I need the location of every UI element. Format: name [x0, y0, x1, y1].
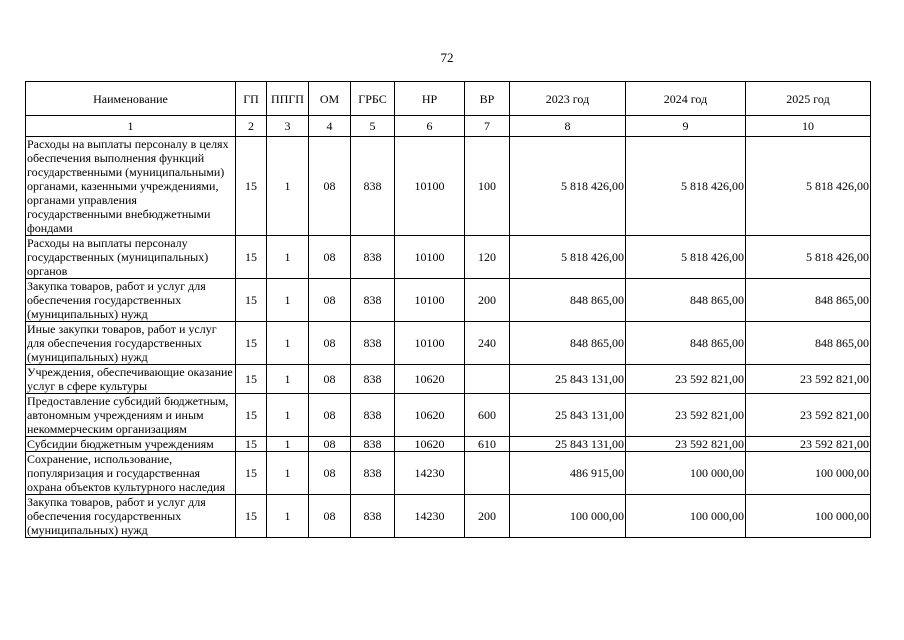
row-nr: 10100: [395, 279, 465, 322]
col-number: 8: [510, 116, 626, 137]
row-amount-2024: 5 818 426,00: [626, 236, 746, 279]
col-number: 2: [236, 116, 267, 137]
row-nr: 10100: [395, 236, 465, 279]
table-row: [26, 437, 871, 452]
col-header-ppgp: ППГП: [267, 82, 309, 116]
row-ppgp: 1: [267, 495, 309, 538]
row-gp: 15: [236, 279, 267, 322]
row-nr: 14230: [395, 452, 465, 495]
row-gp: 15: [236, 452, 267, 495]
row-gp: 15: [236, 365, 267, 394]
col-header-2024: 2024 год: [626, 82, 746, 116]
row-ppgp: 1: [267, 365, 309, 394]
row-amount-2025: 5 818 426,00: [746, 236, 871, 279]
row-om: 08: [309, 394, 351, 437]
table-row: [26, 236, 871, 279]
col-header-om: ОМ: [309, 82, 351, 116]
row-gp: 15: [236, 495, 267, 538]
row-gp: 15: [236, 236, 267, 279]
row-amount-2025: 848 865,00: [746, 322, 871, 365]
row-name: Субсидии бюджетным учреждениям: [26, 437, 236, 452]
col-header-name: Наименование: [26, 82, 236, 116]
row-vr: 120: [465, 236, 510, 279]
table-row: [26, 495, 871, 538]
row-vr: 200: [465, 495, 510, 538]
row-vr: 240: [465, 322, 510, 365]
budget-table: [25, 81, 871, 538]
row-amount-2023: 486 915,00: [510, 452, 626, 495]
row-grbs: 838: [351, 137, 395, 236]
row-om: 08: [309, 365, 351, 394]
row-amount-2023: 25 843 131,00: [510, 394, 626, 437]
row-nr: 10100: [395, 137, 465, 236]
row-amount-2024: 848 865,00: [626, 322, 746, 365]
row-amount-2024: 23 592 821,00: [626, 394, 746, 437]
row-grbs: 838: [351, 322, 395, 365]
row-amount-2025: 5 818 426,00: [746, 137, 871, 236]
row-grbs: 838: [351, 365, 395, 394]
col-number: 7: [465, 116, 510, 137]
row-vr: [465, 452, 510, 495]
page-number: 72: [440, 50, 454, 65]
row-name: Иные закупки товаров, работ и услуг для обеспечения государственных (муниципальных) нужд: [26, 322, 236, 365]
row-name: Закупка товаров, работ и услуг для обеспечения государственных (муниципальных) нужд: [26, 495, 236, 538]
row-gp: 15: [236, 394, 267, 437]
col-header-nr: НР: [395, 82, 465, 116]
row-amount-2023: 5 818 426,00: [510, 137, 626, 236]
row-gp: 15: [236, 437, 267, 452]
row-amount-2023: 25 843 131,00: [510, 365, 626, 394]
row-ppgp: 1: [267, 322, 309, 365]
row-grbs: 838: [351, 394, 395, 437]
row-nr: 10620: [395, 437, 465, 452]
row-name: Расходы на выплаты персоналу государственных (муниципальных) органов: [26, 236, 236, 279]
row-nr: 10620: [395, 394, 465, 437]
table-row: [26, 137, 871, 236]
row-name: Закупка товаров, работ и услуг для обеспечения государственных (муниципальных) нужд: [26, 279, 236, 322]
row-amount-2025: 100 000,00: [746, 495, 871, 538]
col-number: 1: [26, 116, 236, 137]
table-row: [26, 394, 871, 437]
row-name: Учреждения, обеспечивающие оказание услуг в сфере культуры: [26, 365, 236, 394]
row-om: 08: [309, 495, 351, 538]
row-name: Сохранение, использование, популяризация и государственная охрана объектов культурного наследия: [26, 452, 236, 495]
row-amount-2025: 23 592 821,00: [746, 394, 871, 437]
row-amount-2024: 848 865,00: [626, 279, 746, 322]
table-row: [26, 452, 871, 495]
row-amount-2025: 23 592 821,00: [746, 437, 871, 452]
row-gp: 15: [236, 322, 267, 365]
row-ppgp: 1: [267, 437, 309, 452]
row-grbs: 838: [351, 236, 395, 279]
row-grbs: 838: [351, 452, 395, 495]
row-name: Расходы на выплаты персоналу в целях обеспечения выполнения функций государственными (муниципальными) органами, казенными учреждениями, органами управления государственными внебюджетными фондами: [26, 137, 236, 236]
col-number: 4: [309, 116, 351, 137]
row-gp: 15: [236, 137, 267, 236]
row-grbs: 838: [351, 279, 395, 322]
row-amount-2023: 848 865,00: [510, 322, 626, 365]
col-number: 6: [395, 116, 465, 137]
row-name: Предоставление субсидий бюджетным, автономным учреждениям и иным некоммерческим организациям: [26, 394, 236, 437]
row-amount-2023: 25 843 131,00: [510, 437, 626, 452]
row-amount-2025: 23 592 821,00: [746, 365, 871, 394]
row-amount-2024: 5 818 426,00: [626, 137, 746, 236]
row-grbs: 838: [351, 495, 395, 538]
row-vr: 100: [465, 137, 510, 236]
row-amount-2024: 23 592 821,00: [626, 365, 746, 394]
row-ppgp: 1: [267, 394, 309, 437]
row-amount-2023: 5 818 426,00: [510, 236, 626, 279]
row-om: 08: [309, 279, 351, 322]
col-number: 3: [267, 116, 309, 137]
col-header-gp: ГП: [236, 82, 267, 116]
row-amount-2025: 100 000,00: [746, 452, 871, 495]
row-grbs: 838: [351, 437, 395, 452]
row-om: 08: [309, 437, 351, 452]
row-om: 08: [309, 322, 351, 365]
row-amount-2024: 23 592 821,00: [626, 437, 746, 452]
row-vr: 200: [465, 279, 510, 322]
row-vr: [465, 365, 510, 394]
row-om: 08: [309, 137, 351, 236]
row-nr: 10100: [395, 322, 465, 365]
col-header-grbs: ГРБС: [351, 82, 395, 116]
row-ppgp: 1: [267, 452, 309, 495]
col-header-2025: 2025 год: [746, 82, 871, 116]
row-vr: 600: [465, 394, 510, 437]
row-ppgp: 1: [267, 137, 309, 236]
col-header-vr: ВР: [465, 82, 510, 116]
row-om: 08: [309, 236, 351, 279]
table-row: [26, 365, 871, 394]
header-row: [26, 82, 871, 116]
row-ppgp: 1: [267, 279, 309, 322]
row-amount-2023: 848 865,00: [510, 279, 626, 322]
row-amount-2024: 100 000,00: [626, 495, 746, 538]
table-row: [26, 322, 871, 365]
col-number: 10: [746, 116, 871, 137]
row-nr: 14230: [395, 495, 465, 538]
table-row: [26, 279, 871, 322]
col-number: 9: [626, 116, 746, 137]
col-header-2023: 2023 год: [510, 82, 626, 116]
row-amount-2023: 100 000,00: [510, 495, 626, 538]
column-number-row: [26, 116, 871, 137]
row-nr: 10620: [395, 365, 465, 394]
row-vr: 610: [465, 437, 510, 452]
col-number: 5: [351, 116, 395, 137]
row-amount-2024: 100 000,00: [626, 452, 746, 495]
row-om: 08: [309, 452, 351, 495]
row-amount-2025: 848 865,00: [746, 279, 871, 322]
row-ppgp: 1: [267, 236, 309, 279]
